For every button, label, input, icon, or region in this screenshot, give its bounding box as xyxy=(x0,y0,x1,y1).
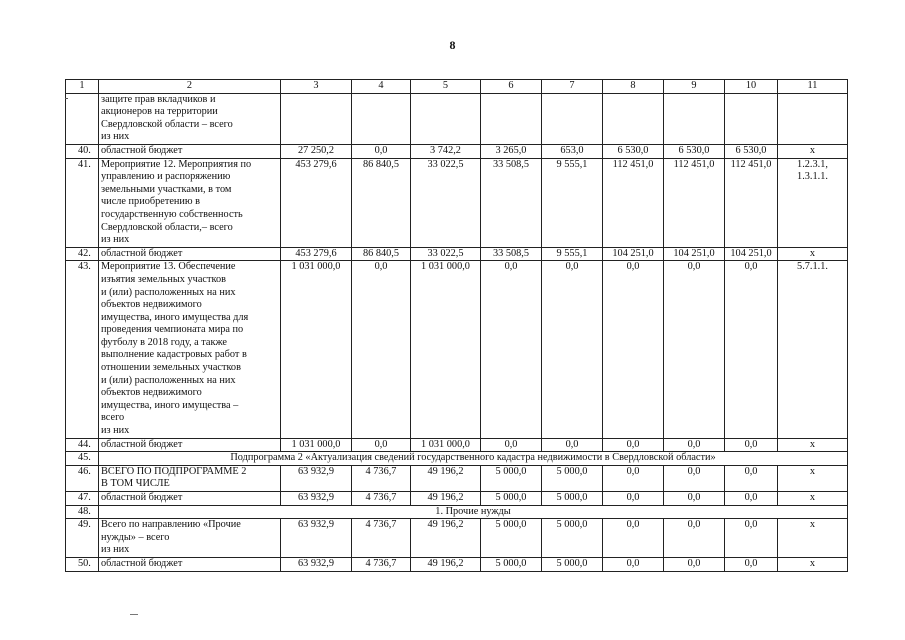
row-number: 48. xyxy=(66,505,99,519)
target-code xyxy=(778,144,848,158)
target-code xyxy=(778,557,848,571)
value-cell: 6 530,0 xyxy=(603,144,664,158)
value-cell: 0,0 xyxy=(725,261,778,438)
target-code xyxy=(778,438,848,452)
description-line: объектов недвижимого xyxy=(101,299,202,311)
description-line: управлению и распоряжению xyxy=(101,171,231,183)
value-cell: 104 251,0 xyxy=(603,247,664,261)
value-cell: 453 279,6 xyxy=(281,158,352,247)
value-cell: 0,0 xyxy=(352,144,411,158)
description-line: государственную собственность xyxy=(101,208,243,220)
budget-table xyxy=(65,79,848,572)
code-line: x xyxy=(809,438,816,450)
value-cell: 653,0 xyxy=(542,144,603,158)
value-cell: 0,0 xyxy=(603,438,664,452)
description-line: числе приобретению в xyxy=(101,196,201,208)
value-cell: 0,0 xyxy=(481,438,542,452)
value-cell: 27 250,2 xyxy=(281,144,352,158)
table-row xyxy=(66,93,848,144)
description-line: областной бюджет xyxy=(101,144,183,156)
table-row xyxy=(66,144,848,158)
value-cell: 33 022,5 xyxy=(411,247,481,261)
column-header: 2 xyxy=(99,80,281,94)
table-row xyxy=(66,158,848,247)
value-cell: 86 840,5 xyxy=(352,247,411,261)
table-row xyxy=(66,557,848,571)
value-cell: 0,0 xyxy=(603,492,664,506)
row-number: 40. xyxy=(66,144,99,158)
value-cell xyxy=(725,93,778,144)
value-cell: 5 000,0 xyxy=(481,557,542,571)
value-cell: 49 196,2 xyxy=(411,465,481,491)
value-cell: 0,0 xyxy=(603,465,664,491)
value-cell: 63 932,9 xyxy=(281,557,352,571)
column-header: 4 xyxy=(352,80,411,94)
description-line: Свердловской области,– всего xyxy=(101,221,233,233)
value-cell: 0,0 xyxy=(603,519,664,558)
value-cell: 5 000,0 xyxy=(542,492,603,506)
description-line: имущества, иного имущества – xyxy=(101,399,239,411)
value-cell: 5 000,0 xyxy=(481,492,542,506)
description-line: из них xyxy=(101,425,130,437)
value-cell: 0,0 xyxy=(352,261,411,438)
target-code xyxy=(778,261,848,438)
value-cell: 49 196,2 xyxy=(411,519,481,558)
column-header: 6 xyxy=(481,80,542,94)
row-number: 42. xyxy=(66,247,99,261)
value-cell: 104 251,0 xyxy=(664,247,725,261)
description-line: Мероприятие 12. Мероприятия по xyxy=(101,158,252,170)
value-cell: 1 031 000,0 xyxy=(281,261,352,438)
value-cell: 0,0 xyxy=(542,438,603,452)
table-row xyxy=(66,505,848,519)
value-cell: 112 451,0 xyxy=(664,158,725,247)
target-code xyxy=(778,492,848,506)
scan-mark xyxy=(130,614,138,615)
value-cell: 0,0 xyxy=(481,261,542,438)
target-code xyxy=(778,465,848,491)
section-title: 1. Прочие нужды xyxy=(99,505,848,519)
value-cell: 0,0 xyxy=(664,492,725,506)
value-cell: 112 451,0 xyxy=(725,158,778,247)
description-line: футболу в 2018 году, а также xyxy=(101,336,227,348)
code-line: 1.2.3.1, xyxy=(797,158,828,170)
row-description xyxy=(99,519,281,558)
row-number: 47. xyxy=(66,492,99,506)
value-cell: 5 000,0 xyxy=(542,557,603,571)
table-row xyxy=(66,247,848,261)
description-line: объектов недвижимого xyxy=(101,387,202,399)
description-line: Свердловской области – всего xyxy=(101,118,233,130)
row-number: 45. xyxy=(66,452,99,466)
row-description xyxy=(99,261,281,438)
description-line: всего xyxy=(101,412,125,424)
value-cell xyxy=(664,93,725,144)
target-code xyxy=(778,158,848,247)
value-cell: 0,0 xyxy=(725,465,778,491)
description-line: ВСЕГО ПО ПОДПРОГРАММЕ 2 xyxy=(101,465,247,477)
row-number xyxy=(66,93,99,144)
value-cell: 63 932,9 xyxy=(281,519,352,558)
code-line: x xyxy=(809,492,816,503)
value-cell xyxy=(481,93,542,144)
value-cell: 0,0 xyxy=(664,261,725,438)
value-cell: 1 031 000,0 xyxy=(411,438,481,452)
code-line: x xyxy=(809,519,816,531)
value-cell: 86 840,5 xyxy=(352,158,411,247)
description-line: областной бюджет xyxy=(101,438,183,450)
value-cell: 49 196,2 xyxy=(411,492,481,506)
value-cell: 0,0 xyxy=(725,438,778,452)
table-row xyxy=(66,465,848,491)
value-cell: 104 251,0 xyxy=(725,247,778,261)
description-line: защите прав вкладчиков и xyxy=(101,93,216,105)
description-line: из них xyxy=(101,234,130,246)
description-line: земельными участками, в том xyxy=(101,183,232,195)
value-cell: 6 530,0 xyxy=(664,144,725,158)
value-cell: 0,0 xyxy=(725,519,778,558)
description-line: выполнение кадастровых работ в xyxy=(101,349,247,361)
column-header: 1 xyxy=(66,80,99,94)
row-description xyxy=(99,438,281,452)
target-code xyxy=(778,519,848,558)
value-cell: 63 932,9 xyxy=(281,492,352,506)
row-description xyxy=(99,557,281,571)
column-header: 11 xyxy=(778,80,848,94)
value-cell: 0,0 xyxy=(664,519,725,558)
row-number: 41. xyxy=(66,158,99,247)
table-row xyxy=(66,492,848,506)
target-code xyxy=(778,247,848,261)
description-line: областной бюджет xyxy=(101,247,183,259)
description-line: из них xyxy=(101,131,130,143)
description-line: областной бюджет xyxy=(101,557,183,569)
column-header: 8 xyxy=(603,80,664,94)
description-line: проведения чемпионата мира по xyxy=(101,324,244,336)
description-line: Всего по направлению «Прочие xyxy=(101,519,241,531)
table-row xyxy=(66,438,848,452)
value-cell: 33 022,5 xyxy=(411,158,481,247)
value-cell: 0,0 xyxy=(352,438,411,452)
value-cell: 1 031 000,0 xyxy=(281,438,352,452)
code-line: 1.3.1.1. xyxy=(797,171,828,183)
value-cell: 4 736,7 xyxy=(352,557,411,571)
page-number: 8 xyxy=(449,38,456,52)
description-line: из них xyxy=(101,544,130,556)
target-code xyxy=(778,93,848,144)
row-number: 50. xyxy=(66,557,99,571)
column-header: 7 xyxy=(542,80,603,94)
value-cell xyxy=(603,93,664,144)
description-line: изъятия земельных участков xyxy=(101,273,226,285)
column-header-row xyxy=(66,80,848,94)
value-cell: 0,0 xyxy=(664,557,725,571)
code-line: x xyxy=(809,247,816,259)
row-description xyxy=(99,158,281,247)
code-line: x xyxy=(809,144,816,156)
description-line: имущества, иного имущества для xyxy=(101,311,249,323)
value-cell: 4 736,7 xyxy=(352,492,411,506)
description-line: и (или) расположенных на них xyxy=(101,286,236,298)
column-header: 3 xyxy=(281,80,352,94)
value-cell: 0,0 xyxy=(542,261,603,438)
description-line: и (или) расположенных на них xyxy=(101,374,236,386)
row-number: 43. xyxy=(66,261,99,438)
column-header: 9 xyxy=(664,80,725,94)
description-line: В ТОМ ЧИСЛЕ xyxy=(101,478,170,490)
row-description xyxy=(99,93,281,144)
description-line: нужды» – всего xyxy=(101,531,170,543)
value-cell: 33 508,5 xyxy=(481,158,542,247)
value-cell: 9 555,1 xyxy=(542,158,603,247)
scan-mark xyxy=(65,98,68,99)
value-cell: 0,0 xyxy=(603,261,664,438)
value-cell: 0,0 xyxy=(603,557,664,571)
table-row xyxy=(66,261,848,438)
value-cell: 33 508,5 xyxy=(481,247,542,261)
value-cell xyxy=(411,93,481,144)
value-cell: 0,0 xyxy=(664,438,725,452)
row-description xyxy=(99,492,281,506)
value-cell: 5 000,0 xyxy=(542,519,603,558)
value-cell: 9 555,1 xyxy=(542,247,603,261)
value-cell: 5 000,0 xyxy=(481,465,542,491)
value-cell: 0,0 xyxy=(725,492,778,506)
value-cell: 4 736,7 xyxy=(352,465,411,491)
row-description xyxy=(99,247,281,261)
value-cell xyxy=(281,93,352,144)
value-cell: 5 000,0 xyxy=(481,519,542,558)
column-header: 10 xyxy=(725,80,778,94)
row-number: 44. xyxy=(66,438,99,452)
code-line: x xyxy=(809,465,816,477)
code-line: x xyxy=(809,557,816,569)
value-cell: 5 000,0 xyxy=(542,465,603,491)
value-cell: 453 279,6 xyxy=(281,247,352,261)
value-cell: 112 451,0 xyxy=(603,158,664,247)
code-line: 5.7.1.1. xyxy=(797,261,828,273)
description-line: акционеров на территории xyxy=(101,106,218,118)
row-description xyxy=(99,465,281,491)
table-row xyxy=(66,452,848,466)
table-row xyxy=(66,519,848,558)
value-cell: 3 265,0 xyxy=(481,144,542,158)
value-cell: 4 736,7 xyxy=(352,519,411,558)
description-line: областной бюджет xyxy=(101,492,183,503)
value-cell: 49 196,2 xyxy=(411,557,481,571)
table-body xyxy=(66,80,848,572)
value-cell xyxy=(352,93,411,144)
section-title: Подпрограмма 2 «Актуализация сведений государственного кадастра недвижимости в Свердловской области» xyxy=(99,452,848,466)
description-line: Мероприятие 13. Обеспечение xyxy=(101,261,236,273)
value-cell: 0,0 xyxy=(725,557,778,571)
row-number: 46. xyxy=(66,465,99,491)
row-description xyxy=(99,144,281,158)
value-cell: 1 031 000,0 xyxy=(411,261,481,438)
value-cell xyxy=(542,93,603,144)
column-header: 5 xyxy=(411,80,481,94)
value-cell: 6 530,0 xyxy=(725,144,778,158)
value-cell: 3 742,2 xyxy=(411,144,481,158)
value-cell: 0,0 xyxy=(664,465,725,491)
value-cell: 63 932,9 xyxy=(281,465,352,491)
row-number: 49. xyxy=(66,519,99,558)
description-line: отношении земельных участков xyxy=(101,362,241,374)
